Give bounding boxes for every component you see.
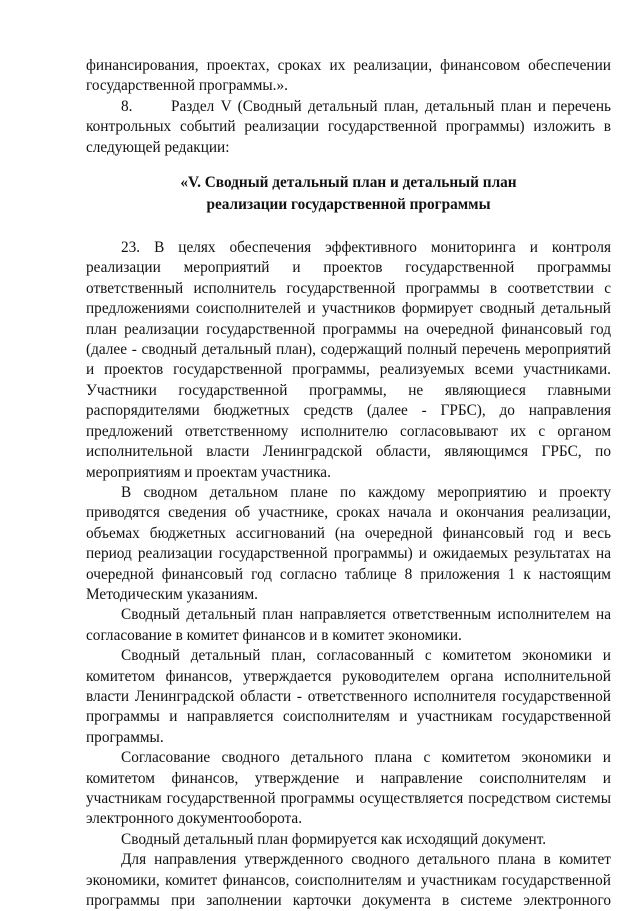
section-heading-line-2: реализации государственной программы (206, 196, 491, 214)
item-8-number: 8. (121, 97, 133, 115)
item-8-text: Раздел V (Сводный детальный план, детальный план и перечень контрольных событий реализации государственной программы) изложить в следующей редакции: (86, 97, 611, 156)
paragraph-sending: Для направления утвержденного сводного детального плана в комитет экономики, комитет финансов, соисполнителям и участникам государственной программы при заполнении карточки документа в системе электронного (86, 851, 611, 910)
paragraph-plan-contents: В сводном детальном плане по каждому мероприятию и проекту приводятся сведения об участнике, сроках начала и окончания реализации, объемах бюджетных ассигнований (на очередной финансовый год и весь период реализации государственной программы) и ожидаемых результатах на очередной финансовый год согласно таблице 8 приложения 1 к настоящим Методическим указаниям. (86, 483, 611, 603)
paragraph-plan-approval-request: Сводный детальный план направляется ответственным исполнителем на согласование в комитет финансов и в комитет экономики. (86, 606, 611, 644)
section-heading-line-1: «V. Сводный детальный план и детальный план (180, 174, 517, 192)
paragraph-plan-approved: Сводный детальный план, согласованный с комитетом экономики и комитетом финансов, утверждается руководителем органа исполнительной власти Ленинградской области - ответственного исполнителя государственной программы и направляется соисполнителям и участникам государственной программы. (86, 647, 611, 746)
paragraph-23: 23. В целях обеспечения эффективного мониторинга и контроля реализации мероприятий и проектов государственной программы ответственный исполнитель государственной программы в соответствии с предложениями соисполнителей и участников формирует сводный детальный план реализации государственной программы на очередной финансовый год (далее - сводный детальный план), содержащий полный перечень мероприятий и проектов государственной программы, реализуемых всеми участниками. Участники государственной программы, не являющиеся главными распорядителями бюджетных средств (далее - ГРБС), до направления предложений ответственному исполнителю согласовывают их с органом исполнительной власти Ленинградской области, являющимся ГРБС, по мероприятиям и проектам участника. (86, 239, 611, 481)
paragraph-outgoing-document: Сводный детальный план формируется как исходящий документ. (121, 830, 547, 848)
paragraph-edo-approval: Согласование сводного детального плана с комитетом экономики и комитетом финансов, утверждение и направление соисполнителям и участникам государственной программы осуществляется посредством системы электронного документооборота. (86, 749, 611, 828)
document-page (86, 56, 611, 911)
item-8-paragraph (86, 97, 611, 158)
intro-paragraph: финансирования, проектах, сроках их реализации, финансовом обеспечении государственной программы.». (86, 57, 611, 95)
section-heading (86, 172, 611, 216)
